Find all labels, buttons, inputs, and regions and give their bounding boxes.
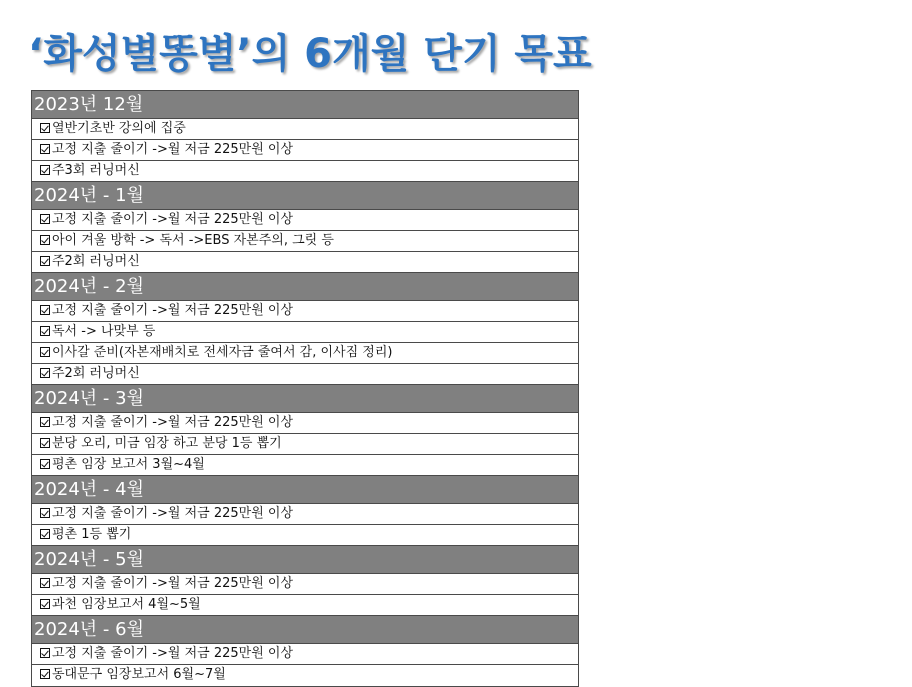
checked-box-icon — [40, 256, 50, 266]
goal-text: 고정 지출 줄이기 ->월 저금 225만원 이상 — [52, 415, 294, 430]
checked-box-icon — [40, 417, 50, 427]
checked-box-icon — [40, 648, 50, 658]
goal-text: 평촌 1등 뽑기 — [52, 527, 132, 542]
goal-text: 과천 임장보고서 4월~5월 — [52, 597, 201, 612]
checked-box-icon — [40, 578, 50, 588]
goal-row — [32, 231, 578, 252]
checked-box-icon — [40, 459, 50, 469]
goal-text: 독서 -> 나맞부 등 — [52, 324, 156, 339]
goal-text: 아이 겨울 방학 -> 독서 ->EBS 자본주의, 그릿 등 — [52, 233, 334, 248]
checked-box-icon — [40, 144, 50, 154]
checked-box-icon — [40, 305, 50, 315]
goal-row — [32, 455, 578, 476]
page-title: ‘화성별똥별’의 6개월 단기 목표 — [28, 31, 592, 77]
checked-box-icon — [40, 669, 50, 679]
goal-text: 고정 지출 줄이기 ->월 저금 225만원 이상 — [52, 506, 294, 521]
goal-text: 평촌 임장 보고서 3월~4월 — [52, 457, 205, 472]
goal-text: 고정 지출 줄이기 ->월 저금 225만원 이상 — [52, 646, 294, 661]
goal-text: 동대문구 임장보고서 6월~7월 — [52, 667, 226, 682]
goal-row — [32, 574, 578, 595]
goal-row — [32, 434, 578, 455]
month-header: 2024년 - 6월 — [32, 616, 578, 644]
checked-box-icon — [40, 214, 50, 224]
checked-box-icon — [40, 326, 50, 336]
goal-table — [31, 90, 579, 687]
month-header: 2024년 - 3월 — [32, 385, 578, 413]
goal-row — [32, 343, 578, 364]
goal-row — [32, 161, 578, 182]
goal-row — [32, 504, 578, 525]
goal-row — [32, 210, 578, 231]
goal-row — [32, 322, 578, 343]
checked-box-icon — [40, 368, 50, 378]
month-header: 2024년 - 4월 — [32, 476, 578, 504]
month-header: 2024년 - 2월 — [32, 273, 578, 301]
month-header: 2023년 12월 — [32, 91, 578, 119]
goal-text: 고정 지출 줄이기 ->월 저금 225만원 이상 — [52, 142, 294, 157]
month-header: 2024년 - 1월 — [32, 182, 578, 210]
goal-text: 고정 지출 줄이기 ->월 저금 225만원 이상 — [52, 212, 294, 227]
goal-row — [32, 525, 578, 546]
checked-box-icon — [40, 235, 50, 245]
checked-box-icon — [40, 123, 50, 133]
goal-text: 고정 지출 줄이기 ->월 저금 225만원 이상 — [52, 576, 294, 591]
goal-text: 열반기초반 강의에 집중 — [52, 121, 186, 136]
goal-text: 주3회 러닝머신 — [52, 163, 140, 178]
checked-box-icon — [40, 508, 50, 518]
goal-row — [32, 301, 578, 322]
checked-box-icon — [40, 529, 50, 539]
checked-box-icon — [40, 438, 50, 448]
goal-text: 분당 오리, 미금 임장 하고 분당 1등 뽑기 — [52, 436, 282, 451]
goal-row — [32, 252, 578, 273]
goal-row — [32, 413, 578, 434]
goal-row — [32, 140, 578, 161]
goal-row — [32, 364, 578, 385]
month-header: 2024년 - 5월 — [32, 546, 578, 574]
goal-row — [32, 644, 578, 665]
checked-box-icon — [40, 165, 50, 175]
goal-text: 주2회 러닝머신 — [52, 366, 140, 381]
checked-box-icon — [40, 347, 50, 357]
goal-row — [32, 665, 578, 686]
goal-text: 고정 지출 줄이기 ->월 저금 225만원 이상 — [52, 303, 294, 318]
checked-box-icon — [40, 599, 50, 609]
goal-row — [32, 119, 578, 140]
goal-row — [32, 595, 578, 616]
goal-text: 주2회 러닝머신 — [52, 254, 140, 269]
goal-text: 이사갈 준비(자본재배치로 전세자금 줄여서 감, 이사짐 정리) — [52, 345, 393, 360]
